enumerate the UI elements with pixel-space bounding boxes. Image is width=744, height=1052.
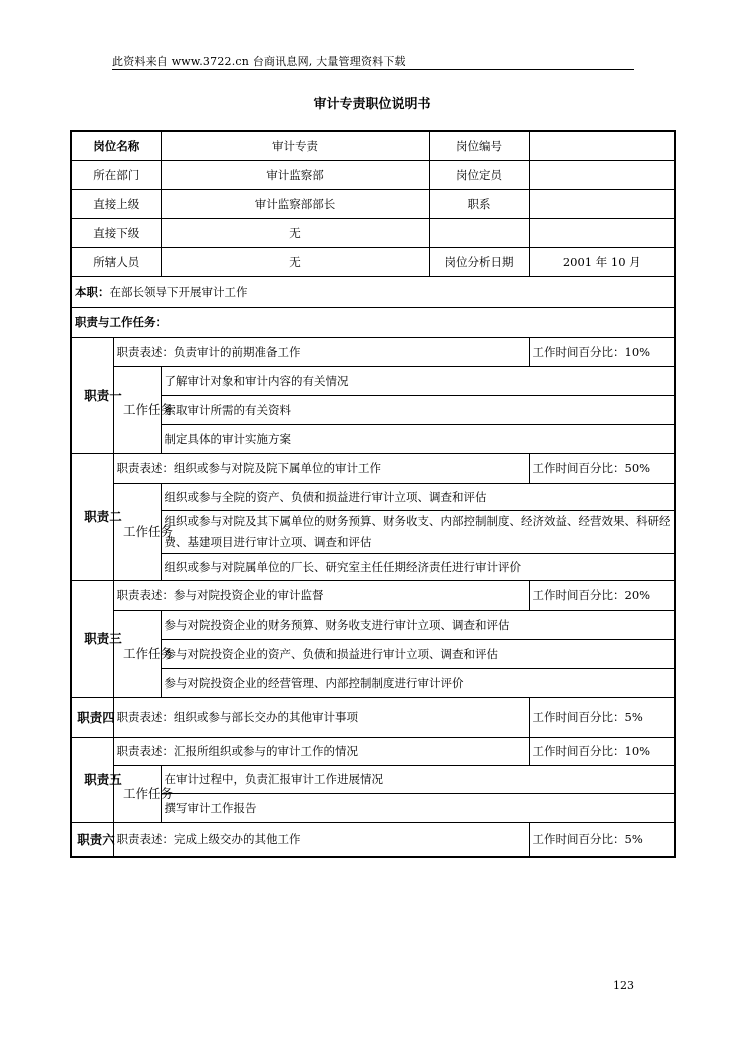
superior-value: 审计监察部部长 (161, 189, 429, 218)
row-position-name (71, 131, 675, 160)
duty-6-label (71, 822, 113, 857)
duty-1-task-1: 了解审计对象和审计内容的有关情况 (161, 366, 675, 395)
duty-3-task-label (113, 610, 174, 697)
governed-value: 无 (161, 247, 429, 276)
duty-4-statement-row (71, 697, 675, 737)
superior-label: 直接上级 (71, 189, 161, 218)
position-name-value: 审计专责 (161, 131, 429, 160)
row-superior (71, 189, 675, 218)
governed-label: 所辖人员 (71, 247, 161, 276)
duty-5-label (71, 737, 122, 822)
duty-1-time: 工作时间百分比：10% (529, 337, 675, 366)
position-code-value (529, 131, 675, 160)
duty-5-statement-row (71, 737, 675, 765)
analysis-date-label: 岗位分析日期 (429, 247, 529, 276)
department-label: 所在部门 (71, 160, 161, 189)
duty-3-task-2: 参与对院投资企业的资产、负债和损益进行审计立项、调查和评估 (161, 639, 675, 668)
duty-3-time: 工作时间百分比：20% (529, 580, 675, 610)
duty-1-label (71, 337, 122, 453)
analysis-date-value: 2001 年 10 月 (529, 247, 675, 276)
row-department (71, 160, 675, 189)
duty-6-label-text: 职责六 (77, 831, 115, 847)
duties-heading: 职责与工作任务： (71, 307, 675, 337)
staffing-label: 岗位定员 (429, 160, 529, 189)
duty-2-task-row (71, 553, 675, 580)
duty-2-task-label (113, 483, 174, 580)
document-title: 审计专责职位说明书 (313, 97, 431, 112)
grade-label: 职系 (429, 189, 529, 218)
duty-5-label-text: 职责五 (84, 772, 122, 787)
duty-4-statement: 职责表述：组织或参与部长交办的其他审计事项 (113, 697, 529, 737)
duty-4-time: 工作时间百分比：5% (529, 697, 675, 737)
row-governed (71, 247, 675, 276)
duty-2-time: 工作时间百分比：50% (529, 453, 675, 483)
duty-3-label-text: 职责三 (84, 631, 122, 646)
duty-2-task-2: 组织或参与对院及其下属单位的财务预算、财务收支、内部控制制度、经济效益、经营效果、科研经费、基建项目进行审计立项、调查和评估 (161, 510, 675, 553)
position-code-label: 岗位编号 (429, 131, 529, 160)
duty-1-task-3: 制定具体的审计实施方案 (161, 424, 675, 453)
position-name-label: 岗位名称 (71, 131, 161, 160)
duty-4-label-text: 职责四 (77, 709, 115, 725)
duty-1-statement: 职责表述：负责审计的前期准备工作 (113, 337, 529, 366)
staffing-value (529, 160, 675, 189)
row-subordinate (71, 218, 675, 247)
empty-cell (529, 218, 675, 247)
duty-3-task-1: 参与对院投资企业的财务预算、财务收支进行审计立项、调查和评估 (161, 610, 675, 639)
duty-3-task-row (71, 668, 675, 697)
empty-cell (429, 218, 529, 247)
duty-2-statement-row (71, 453, 675, 483)
job-description-table (70, 130, 676, 858)
duty-5-time: 工作时间百分比：10% (529, 737, 675, 765)
source-header: 此资料来自 www.3722.cn 台商讯息网, 大量管理资料下载 (112, 55, 406, 68)
mission-cell (71, 276, 675, 307)
duty-1-task-label (113, 366, 174, 453)
duty-1-task-2: 索取审计所需的有关资料 (161, 395, 675, 424)
duty-1-label-text: 职责一 (84, 387, 122, 403)
duty-5-task-row (71, 765, 675, 793)
duty-2-label-text: 职责二 (84, 509, 122, 524)
task-label-text: 工作任务 (123, 785, 174, 801)
duty-3-task-3: 参与对院投资企业的经营管理、内部控制制度进行审计评价 (161, 668, 675, 697)
header-divider (112, 69, 634, 70)
duty-2-statement: 职责表述：组织或参与对院及院下属单位的审计工作 (113, 453, 529, 483)
duty-5-task-1: 在审计过程中，负责汇报审计工作进展情况 (161, 765, 675, 793)
duty-3-statement: 职责表述：参与对院投资企业的审计监督 (113, 580, 529, 610)
row-duties-heading (71, 307, 675, 337)
duty-6-statement-row (71, 822, 675, 857)
task-label-text: 工作任务 (123, 401, 174, 417)
duty-6-time: 工作时间百分比：5% (529, 822, 675, 857)
task-label-text: 工作任务 (123, 523, 174, 539)
duty-1-task-row (71, 424, 675, 453)
task-label-text: 工作任务 (123, 645, 174, 661)
duty-4-label (71, 697, 113, 737)
duty-2-task-3: 组织或参与对院属单位的厂长、研究室主任任期经济责任进行审计评价 (161, 553, 675, 580)
duty-5-statement: 职责表述：汇报所组织或参与的审计工作的情况 (113, 737, 529, 765)
duty-3-label (71, 580, 122, 697)
duty-2-task-row (71, 483, 675, 510)
mission-text: 在部长领导下开展审计工作 (109, 284, 248, 299)
mission-label: 本职： (75, 284, 110, 299)
subordinate-value: 无 (161, 218, 429, 247)
duty-2-label (71, 453, 122, 580)
duty-3-task-row (71, 610, 675, 639)
row-mission (71, 276, 675, 307)
page-number: 123 (613, 979, 634, 992)
grade-value (529, 189, 675, 218)
subordinate-label: 直接下级 (71, 218, 161, 247)
duty-1-task-row (71, 366, 675, 395)
department-value: 审计监察部 (161, 160, 429, 189)
duty-3-statement-row (71, 580, 675, 610)
duty-5-task-2: 撰写审计工作报告 (161, 793, 675, 822)
duty-6-statement: 职责表述：完成上级交办的其他工作 (113, 822, 529, 857)
duty-1-statement-row (71, 337, 675, 366)
duty-2-task-1: 组织或参与全院的资产、负债和损益进行审计立项、调查和评估 (161, 483, 675, 510)
